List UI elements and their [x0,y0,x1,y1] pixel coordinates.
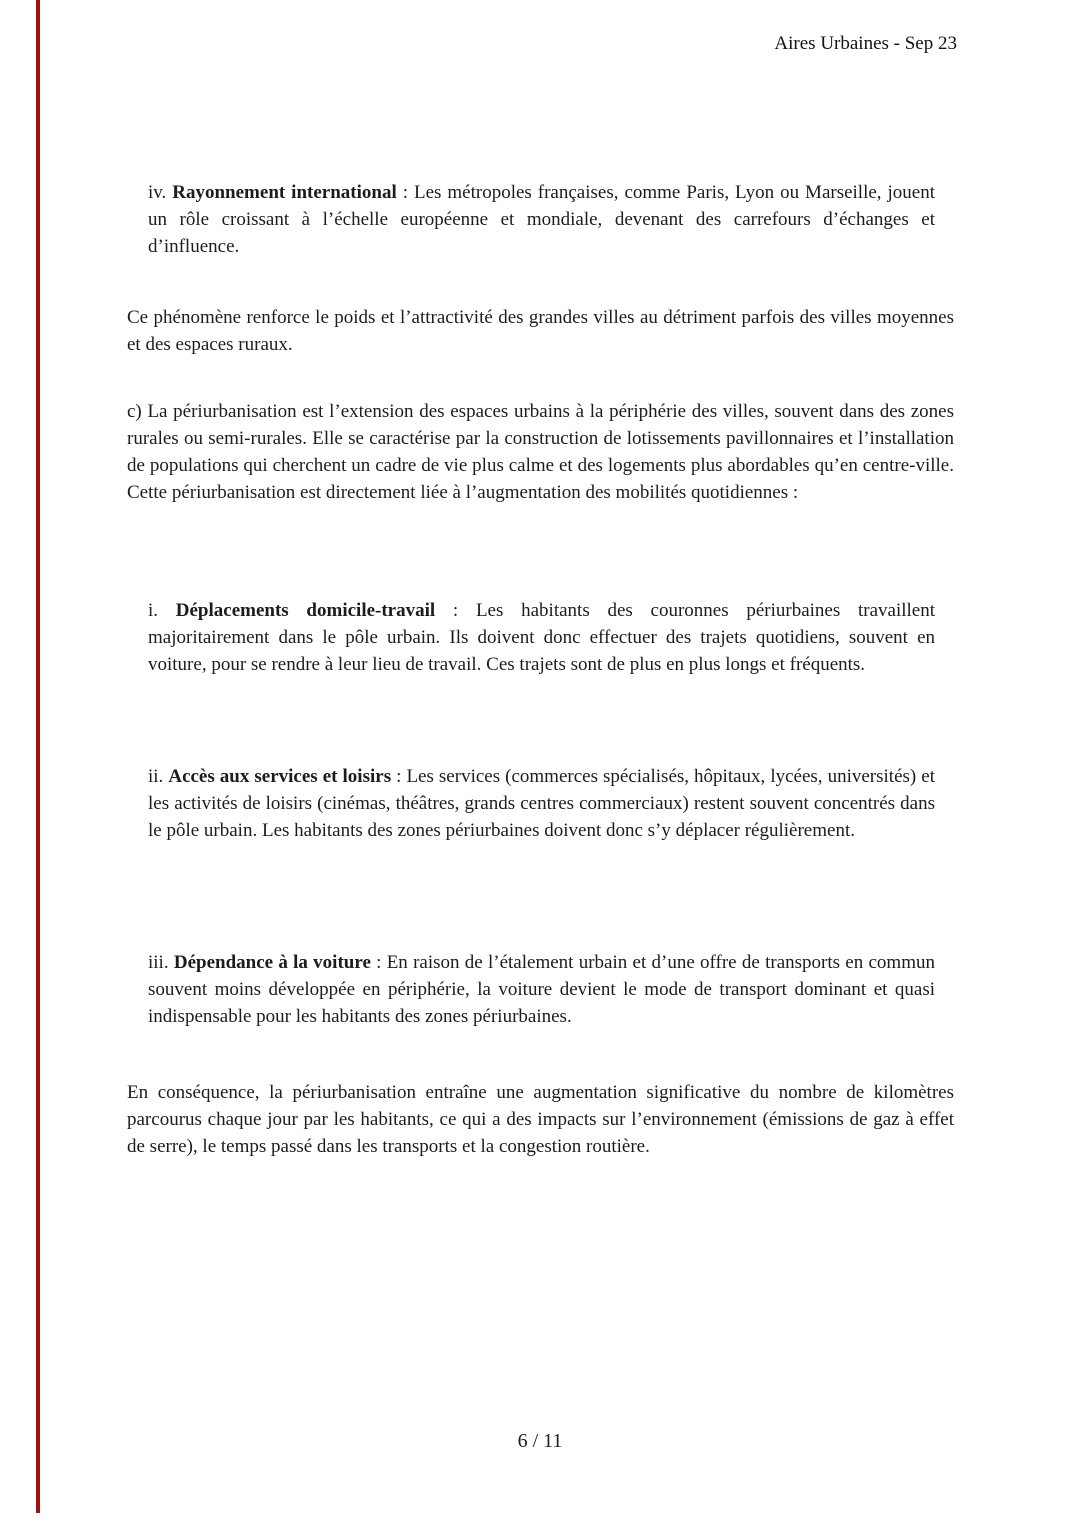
item-number: ii. [148,766,169,787]
item-number: iv. [148,182,173,203]
list-item [148,949,935,1030]
page-number: 6 / 11 [517,1430,563,1452]
paragraph-text: c) La périurbanisation est l’extension des espaces urbains à la périphérie des villes, souvent dans des zones rurales ou semi-rurales. Elle se caractérise par la construction de lotissements pavillonnaires et l’installation de populations qui cherchent un cadre de vie plus calme et des logements plus abordables qu’en centre-ville. Cette périurbanisation est directement liée à l’augmentation des mobilités quotidiennes : [127,401,954,503]
item-text: : Les habitants des couronnes périurbaines travaillent majoritairement dans le pôle urbain. Ils doivent donc effectuer des trajets quotidiens, souvent en voiture, pour se rendre à leur lieu de travail. Ces trajets sont de plus en plus longs et fréquents. [148,600,936,675]
item-title: Accès aux services et loisirs [168,766,392,787]
paragraph [127,304,954,358]
item-title: Dépendance à la voiture [173,952,371,973]
item-text: : En raison de l’étalement urbain et d’une offre de transports en commun souvent moins développée en périphérie, la voiture devient le mode de transport dominant et quasi indispensable pour les habitants des zones périurbaines. [148,952,935,1027]
item-title: Déplacements domicile-travail [175,600,436,621]
paragraph [127,398,954,506]
paragraph-text: En conséquence, la périurbanisation entraîne une augmentation significative du nombre de kilomètres parcourus chaque jour par les habitants, ce qui a des impacts sur l’environnement (émissions de gaz à effet de serre), le temps passé dans les transports et la congestion routière. [127,1082,954,1157]
list-item [148,179,935,260]
list-item [148,597,935,678]
left-margin-rule [36,0,40,1513]
paragraph-text: Ce phénomène renforce le poids et l’attractivité des grandes villes au détriment parfois des villes moyennes et des espaces ruraux. [127,307,954,355]
paragraph [127,1079,954,1160]
page-header: Aires Urbaines - Sep 23 [774,33,957,54]
item-text: : Les métropoles françaises, comme Paris, Lyon ou Marseille, jouent un rôle croissant à l’échelle européenne et mondiale, devenant des carrefours d’échanges et d’influence. [148,182,936,257]
item-number: iii. [148,952,174,973]
item-text: : Les services (commerces spécialisés, hôpitaux, lycées, universités) et les activités de loisirs (cinémas, théâtres, grands centres commerciaux) restent souvent concentrés dans le pôle urbain. Les habitants des zones périurbaines doivent donc s’y déplacer régulièrement. [148,766,935,841]
item-number: i. [148,600,176,621]
item-title: Rayonnement international [172,182,397,203]
list-item [148,763,935,844]
